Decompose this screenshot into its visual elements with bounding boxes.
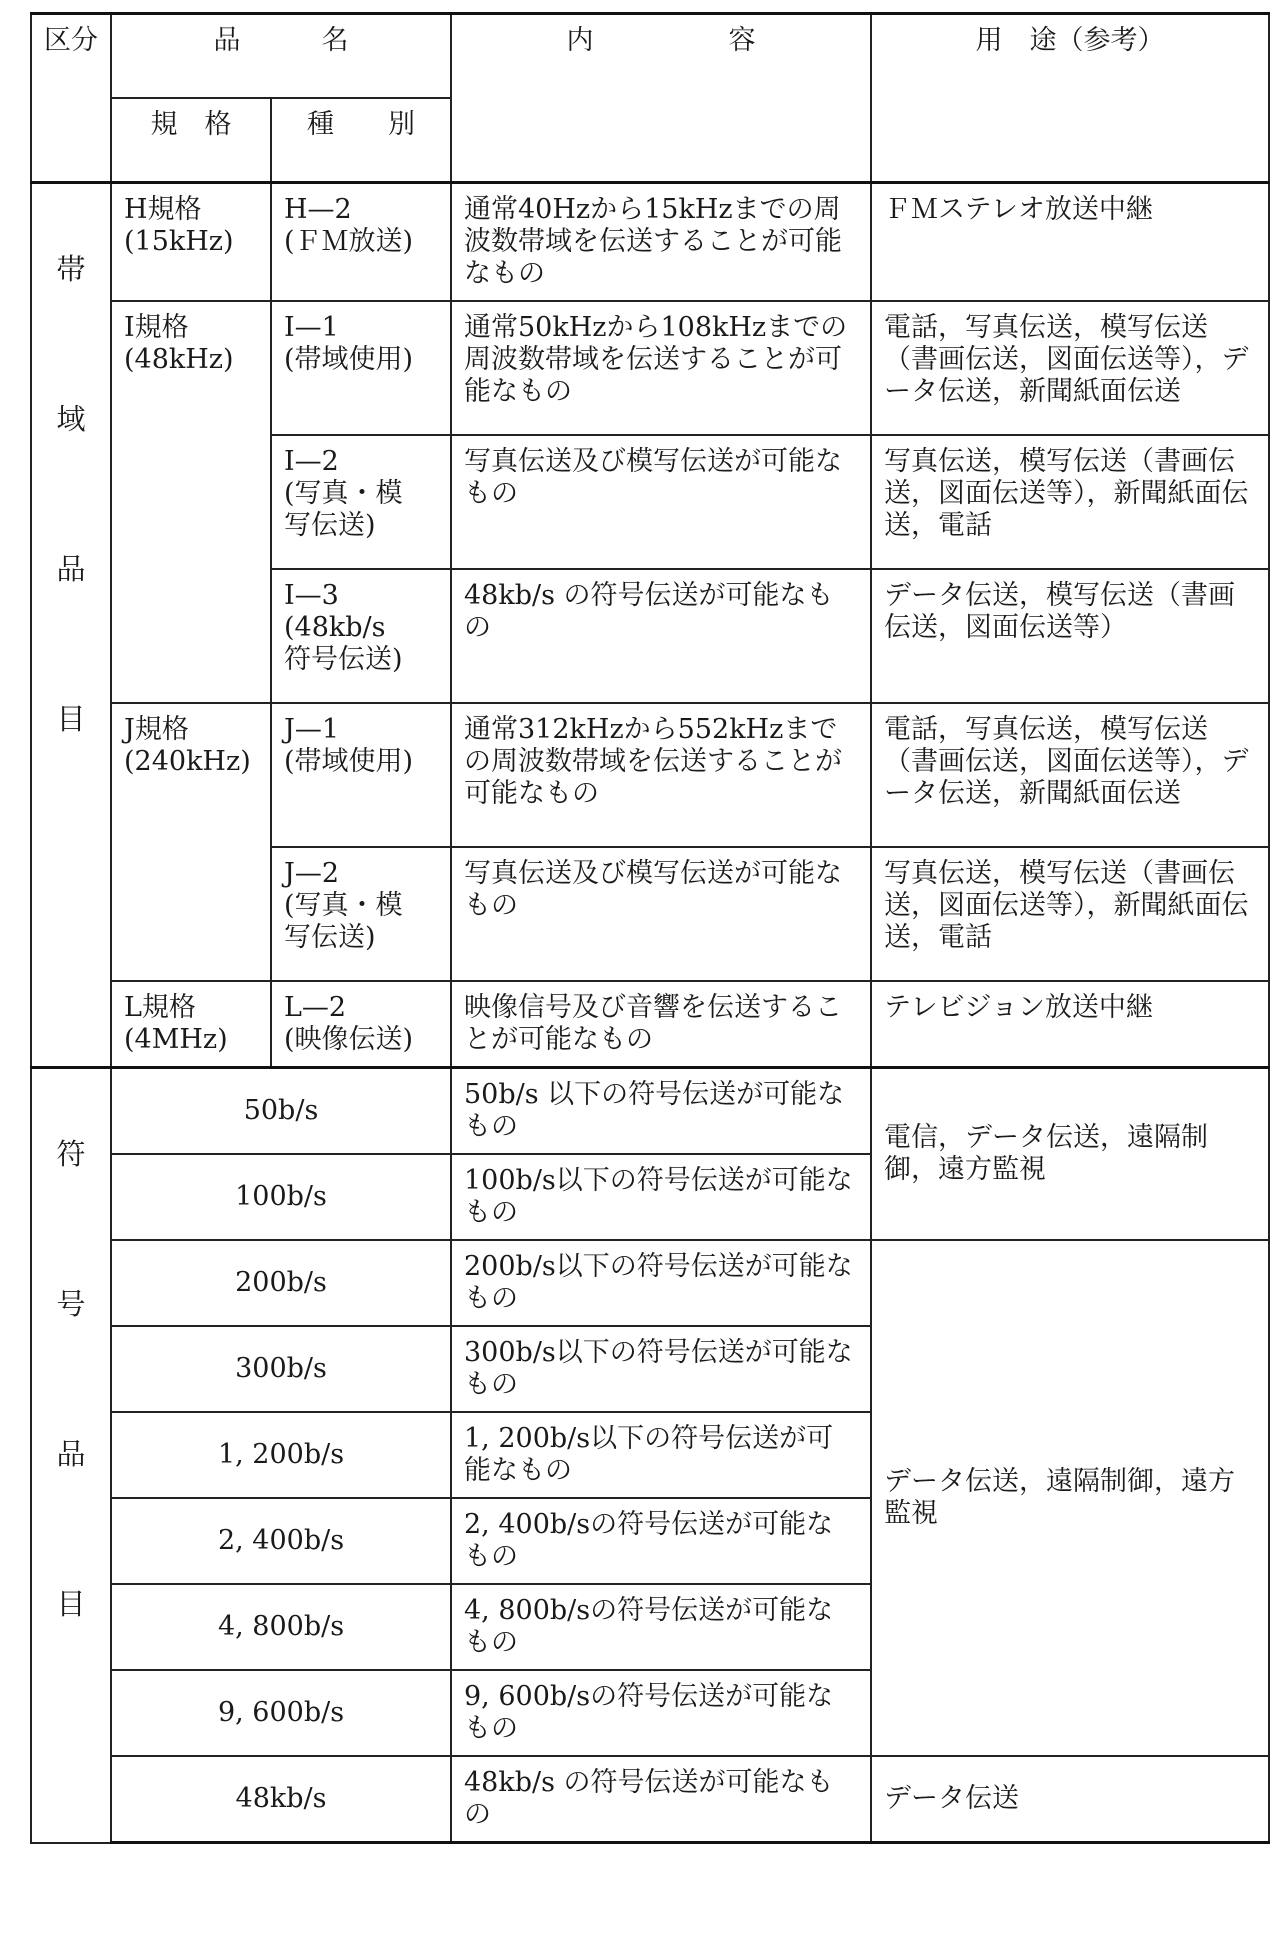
- table-row: [31, 183, 1269, 302]
- table-row: [31, 1756, 1269, 1843]
- table-row: [31, 703, 1269, 847]
- content-cell: 通常50kHzから108kHzまでの周波数帯域を伝送することが可能なもの: [451, 301, 871, 435]
- type-cell: I—3 (48kb/s 符号伝送): [271, 569, 451, 703]
- rate-cell: 48kb/s: [111, 1756, 451, 1843]
- rate-cell: 1, 200b/s: [111, 1412, 451, 1498]
- usage-cell: ＦＭステレオ放送中継: [871, 183, 1269, 302]
- usage-cell: 電話，写真伝送，模写伝送（書画伝送，図面伝送等），データ伝送，新聞紙面伝送: [871, 301, 1269, 435]
- table-row: [31, 301, 1269, 435]
- rate-cell: 50b/s: [111, 1068, 451, 1155]
- usage-cell: テレビジョン放送中継: [871, 981, 1269, 1068]
- rate-cell: 9, 600b/s: [111, 1670, 451, 1756]
- rate-cell: 2, 400b/s: [111, 1498, 451, 1584]
- content-cell: 写真伝送及び模写伝送が可能なもの: [451, 847, 871, 981]
- content-cell: 9, 600b/sの符号伝送が可能なもの: [451, 1670, 871, 1756]
- rate-cell: 4, 800b/s: [111, 1584, 451, 1670]
- usage-cell: 電話，写真伝送，模写伝送（書画伝送，図面伝送等），データ伝送，新聞紙面伝送: [871, 703, 1269, 847]
- code-category-label: 符号品目: [56, 1137, 86, 1621]
- code-category-cell: [31, 1068, 111, 1843]
- standard-cell: L規格 (4MHz): [111, 981, 271, 1068]
- usage-cell: データ伝送: [871, 1756, 1269, 1843]
- header-usage: 用 途（参考）: [871, 14, 1269, 183]
- content-cell: 48kb/s の符号伝送が可能なもの: [451, 569, 871, 703]
- usage-cell: 写真伝送，模写伝送（書画伝送，図面伝送等），新聞紙面伝送，電話: [871, 435, 1269, 569]
- standard-cell: I規格 (48kHz): [111, 301, 271, 703]
- content-cell: 300b/s以下の符号伝送が可能なもの: [451, 1326, 871, 1412]
- content-cell: 映像信号及び音響を伝送することが可能なもの: [451, 981, 871, 1068]
- type-cell: J—2 (写真・模 写伝送): [271, 847, 451, 981]
- content-cell: 通常312kHzから552kHzまでの周波数帯域を伝送することが可能なもの: [451, 703, 871, 847]
- type-cell: I—1 (帯域使用): [271, 301, 451, 435]
- rate-cell: 200b/s: [111, 1240, 451, 1326]
- type-cell: L—2 (映像伝送): [271, 981, 451, 1068]
- table-row: [31, 981, 1269, 1068]
- content-cell: 48kb/s の符号伝送が可能なもの: [451, 1756, 871, 1843]
- standard-cell: H規格 (15kHz): [111, 183, 271, 302]
- standard-cell: J規格 (240kHz): [111, 703, 271, 981]
- usage-cell: データ伝送，遠隔制御，遠方監視: [871, 1240, 1269, 1756]
- table-row: [31, 1068, 1269, 1155]
- rate-cell: 300b/s: [111, 1326, 451, 1412]
- type-cell: J—1 (帯域使用): [271, 703, 451, 847]
- type-cell: I—2 (写真・模 写伝送): [271, 435, 451, 569]
- header-type: 種 別: [271, 98, 451, 183]
- usage-cell: データ伝送，模写伝送（書画伝送，図面伝送等）: [871, 569, 1269, 703]
- table-row: [31, 1240, 1269, 1326]
- header-item-name: 品 名: [111, 14, 451, 99]
- content-cell: 200b/s以下の符号伝送が可能なもの: [451, 1240, 871, 1326]
- header-content: 内 容: [451, 14, 871, 183]
- content-cell: 100b/s以下の符号伝送が可能なもの: [451, 1154, 871, 1240]
- usage-cell: 写真伝送，模写伝送（書画伝送，図面伝送等），新聞紙面伝送，電話: [871, 847, 1269, 981]
- content-cell: 1, 200b/s以下の符号伝送が可能なもの: [451, 1412, 871, 1498]
- header-category: 区分: [31, 14, 111, 183]
- content-cell: 2, 400b/sの符号伝送が可能なもの: [451, 1498, 871, 1584]
- band-category-cell: [31, 183, 111, 1068]
- type-cell: H—2 (ＦＭ放送): [271, 183, 451, 302]
- header-standard: 規 格: [111, 98, 271, 183]
- content-cell: 通常40Hzから15kHzまでの周波数帯域を伝送することが可能なもの: [451, 183, 871, 302]
- rate-cell: 100b/s: [111, 1154, 451, 1240]
- usage-cell: 電信，データ伝送，遠隔制御，遠方監視: [871, 1068, 1269, 1241]
- content-cell: 50b/s 以下の符号伝送が可能なもの: [451, 1068, 871, 1155]
- service-item-table: [30, 12, 1270, 1844]
- band-category-label: 帯域品目: [56, 252, 86, 736]
- content-cell: 4, 800b/sの符号伝送が可能なもの: [451, 1584, 871, 1670]
- content-cell: 写真伝送及び模写伝送が可能なもの: [451, 435, 871, 569]
